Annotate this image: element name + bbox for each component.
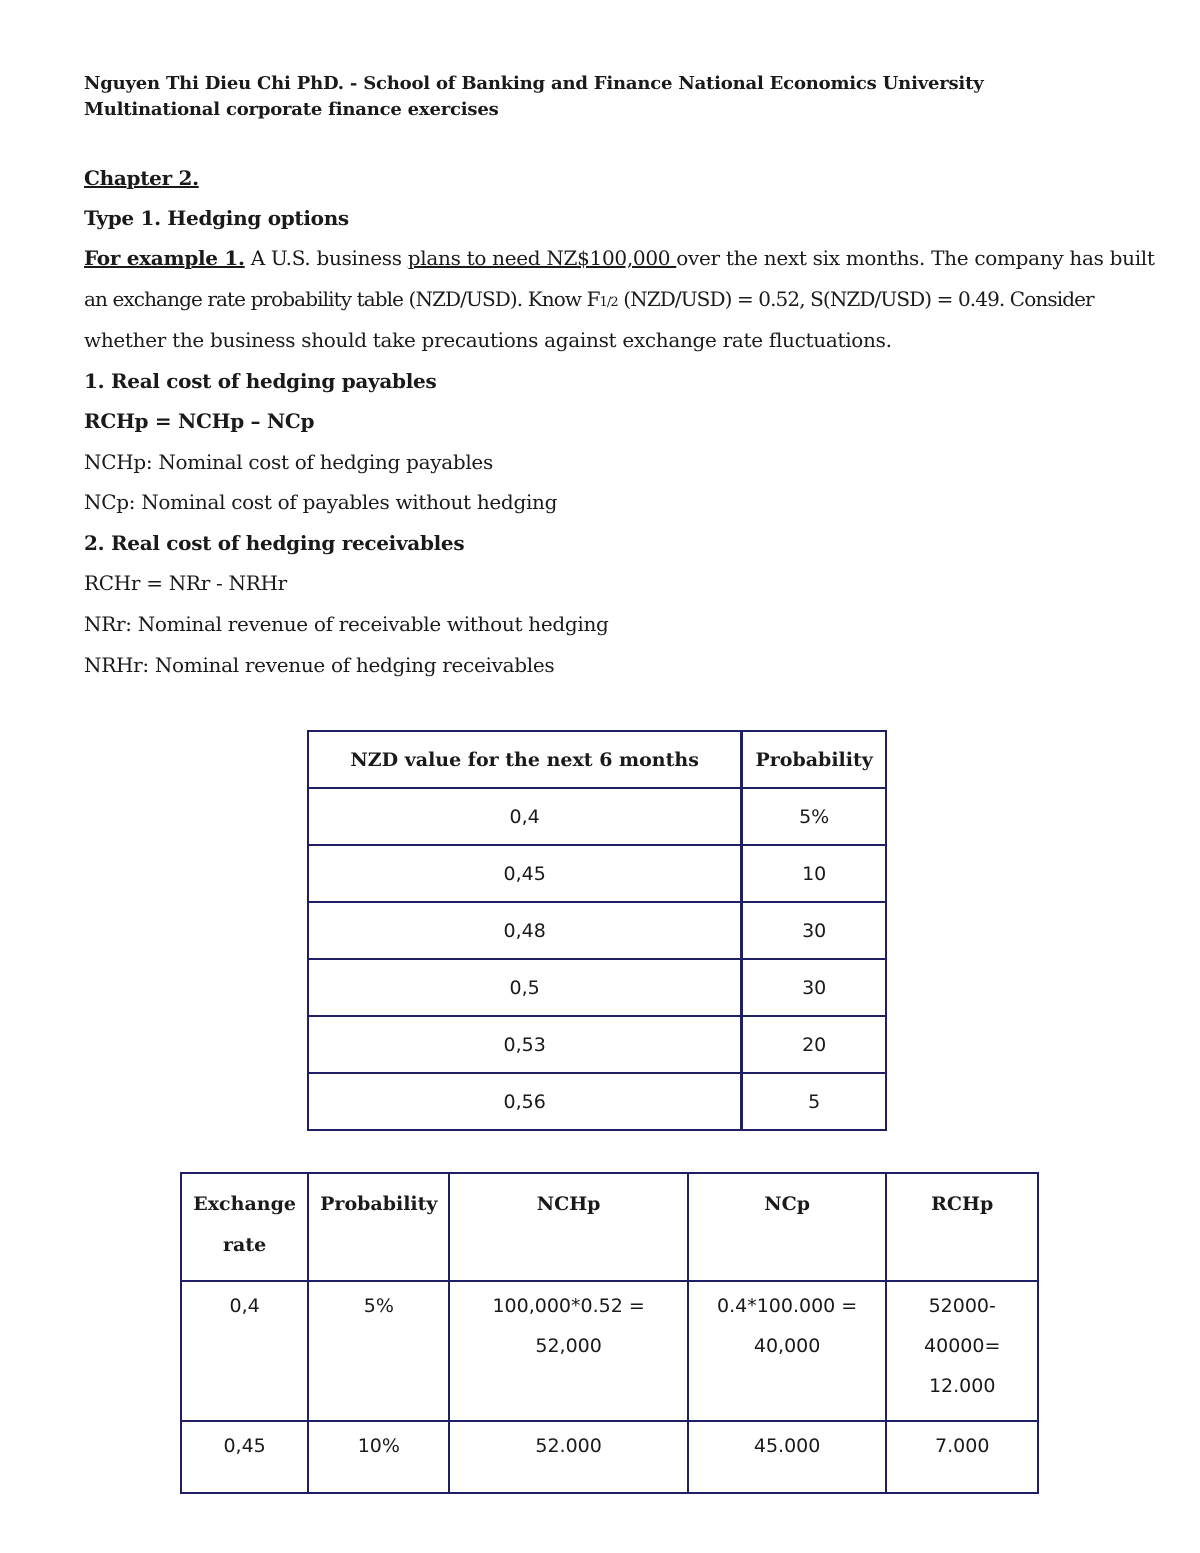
type-heading: Type 1. Hedging options bbox=[84, 206, 349, 230]
cell-ncp: 0.4*100.000 = 40,000 bbox=[688, 1281, 887, 1421]
section1-def2: NCp: Nominal cost of payables without hedging bbox=[84, 490, 558, 514]
example-line-2a: an exchange rate probability table (NZD/USD). Know F bbox=[84, 287, 600, 311]
example-line-2 bbox=[84, 287, 1094, 311]
cell-probability: 20 bbox=[742, 1016, 886, 1073]
example-line-2b: (NZD/USD) = 0.52, S(NZD/USD) = 0.49. Consider bbox=[617, 287, 1094, 311]
cell-rate: 0,45 bbox=[181, 1421, 308, 1493]
table-row bbox=[308, 1016, 886, 1073]
example-line-1 bbox=[84, 246, 1155, 270]
example-text-b: over the next six months. The company has built bbox=[676, 246, 1155, 270]
cell-nchp: 100,000*0.52 = 52,000 bbox=[449, 1281, 687, 1421]
table-row bbox=[308, 959, 886, 1016]
section2-def1: NRr: Nominal revenue of receivable without hedging bbox=[84, 612, 609, 636]
cell-nchp: 52.000 bbox=[449, 1421, 687, 1493]
cell-probability: 30 bbox=[742, 902, 886, 959]
header-ncp: NCp bbox=[688, 1173, 887, 1281]
cell-rchp: 52000-40000= 12.000 bbox=[886, 1281, 1038, 1421]
chapter-heading: Chapter 2. bbox=[84, 166, 199, 190]
cell-probability: 10% bbox=[308, 1421, 449, 1493]
header-probability: Probability bbox=[742, 731, 886, 788]
table-header-row bbox=[308, 731, 886, 788]
cell-rate: 0,4 bbox=[308, 788, 742, 845]
table-row bbox=[308, 902, 886, 959]
cell-rate: 0,4 bbox=[181, 1281, 308, 1421]
header-exchange-rate: Exchange rate bbox=[181, 1173, 308, 1281]
hedging-cost-table bbox=[180, 1172, 1039, 1494]
cell-probability: 5% bbox=[742, 788, 886, 845]
section1-formula: RCHp = NCHp – NCp bbox=[84, 409, 315, 433]
section1-def1: NCHp: Nominal cost of hedging payables bbox=[84, 450, 493, 474]
course-subtitle: Multinational corporate finance exercises bbox=[84, 99, 499, 120]
cell-rate: 0,48 bbox=[308, 902, 742, 959]
section1-heading: 1. Real cost of hedging payables bbox=[84, 369, 437, 393]
cell-rate: 0,56 bbox=[308, 1073, 742, 1130]
example-text-a: A U.S. business bbox=[244, 246, 408, 270]
probability-table bbox=[307, 730, 887, 1131]
example-text-underlined: plans to need NZ$100,000 bbox=[407, 246, 677, 270]
forward-subscript: 1/2 bbox=[599, 295, 618, 310]
table-row bbox=[308, 788, 886, 845]
cell-rate: 0,5 bbox=[308, 959, 742, 1016]
cell-probability: 10 bbox=[742, 845, 886, 902]
example-line-3: whether the business should take precautions against exchange rate fluctuations. bbox=[84, 328, 892, 352]
cell-ncp: 45.000 bbox=[688, 1421, 887, 1493]
table-row bbox=[308, 1073, 886, 1130]
cell-probability: 30 bbox=[742, 959, 886, 1016]
section2-formula: RCHr = NRr - NRHr bbox=[84, 571, 287, 595]
example-label: For example 1. bbox=[84, 246, 245, 270]
table-row bbox=[181, 1281, 1038, 1421]
cell-probability: 5% bbox=[308, 1281, 449, 1421]
header-probability: Probability bbox=[308, 1173, 449, 1281]
author-header: Nguyen Thi Dieu Chi PhD. - School of Banking and Finance National Economics University bbox=[84, 73, 984, 94]
cell-rate: 0,45 bbox=[308, 845, 742, 902]
cell-rate: 0,53 bbox=[308, 1016, 742, 1073]
header-rchp: RCHp bbox=[886, 1173, 1038, 1281]
header-nzd-value: NZD value for the next 6 months bbox=[308, 731, 742, 788]
section2-def2: NRHr: Nominal revenue of hedging receivables bbox=[84, 653, 555, 677]
cell-rchp: 7.000 bbox=[886, 1421, 1038, 1493]
section2-heading: 2. Real cost of hedging receivables bbox=[84, 531, 465, 555]
header-nchp: NCHp bbox=[449, 1173, 687, 1281]
table-header-row bbox=[181, 1173, 1038, 1281]
table-row bbox=[308, 845, 886, 902]
table-row bbox=[181, 1421, 1038, 1493]
cell-probability: 5 bbox=[742, 1073, 886, 1130]
